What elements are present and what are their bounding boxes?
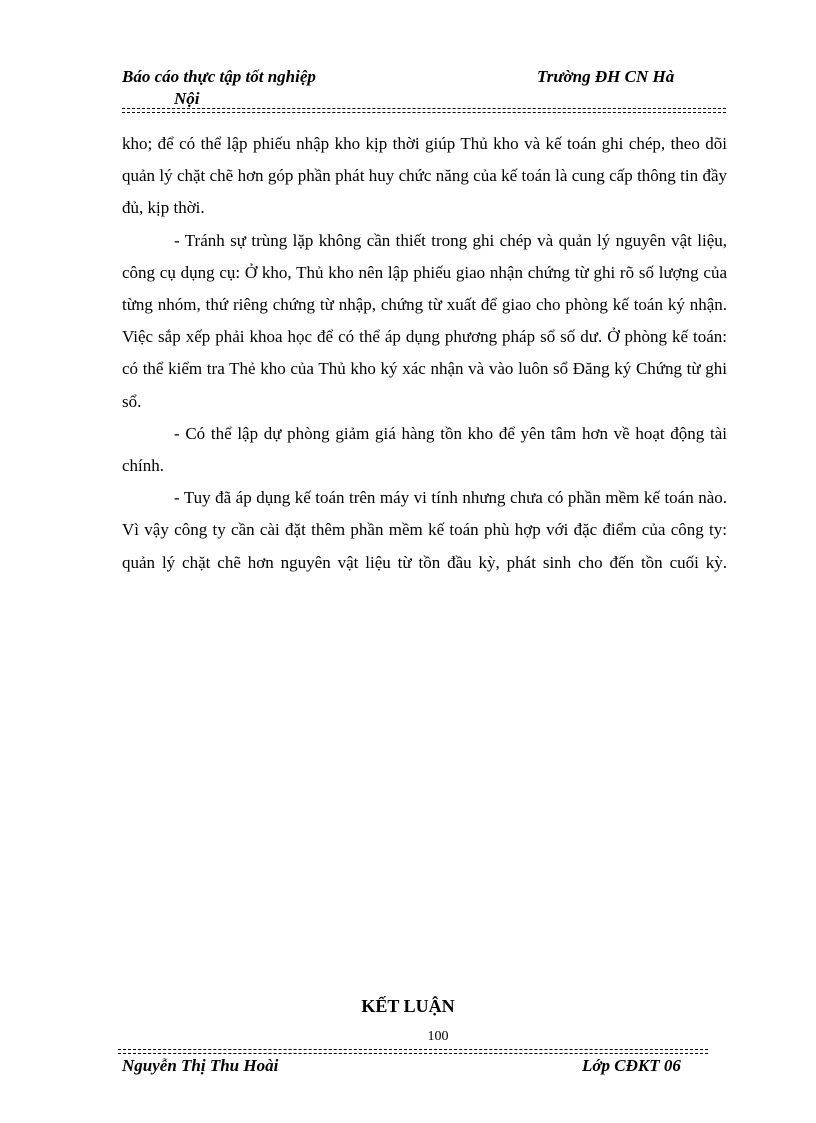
- header-report-title: [122, 66, 422, 110]
- conclusion-heading: KẾT LUẬN: [361, 996, 455, 1016]
- header-school: Trường ĐH CN Hà: [537, 67, 675, 86]
- paragraph-2: - Tránh sự trùng lặp không cần thiết trong ghi chép và quản lý nguyên vật liệu, công cụ dụng cụ: Ở kho, Thủ kho nên lập phiếu giao nhận chứng từ ghi rõ số lượng của từng nhóm, thứ riêng chứng từ nhập, chứng từ xuất để giao cho phòng kế toán ký nhận. Việc sắp xếp phải khoa học để có thể áp dụng phương pháp sổ số dư. Ở phòng kế toán: có thể kiểm tra Thẻ kho của Thủ kho ký xác nhận và vào luôn sổ Đăng ký Chứng từ ghi sổ.: [122, 230, 727, 411]
- footer-divider-second: [118, 1053, 708, 1054]
- document-body: [122, 128, 727, 579]
- footer-divider: [118, 1049, 708, 1050]
- header-title-line1: Báo cáo thực tập tốt nghiệp: [122, 67, 316, 86]
- page-number: 100: [427, 1029, 449, 1044]
- footer-author: Nguyễn Thị Thu Hoài: [122, 1056, 279, 1075]
- paragraph-1: kho; để có thể lập phiếu nhập kho kịp thời giúp Thủ kho và kế toán ghi chép, theo dõi quản lý chặt chẽ hơn góp phần phát huy chức năng của kế toán là cung cấp thông tin đầy đủ, kịp thời.: [122, 134, 727, 218]
- header-divider: [122, 108, 726, 109]
- paragraph-4: - Tuy đã áp dụng kế toán trên máy vi tính nhưng chưa có phần mềm kế toán nào. Vì vậy công ty cần cài đặt thêm phần mềm kế toán phù hợp với đặc điểm của công ty: quản lý chặt chẽ hơn nguyên vật liệu từ tồn đầu kỳ, phát sinh cho đến tồn cuối kỳ.: [122, 488, 727, 572]
- header-divider-second: [122, 112, 726, 113]
- paragraph-3: - Có thể lập dự phòng giảm giá hàng tồn kho để yên tâm hơn về hoạt động tài chính.: [122, 423, 727, 476]
- footer-class: Lớp CĐKT 06: [582, 1056, 681, 1075]
- header-title-line2: Nội: [174, 89, 200, 108]
